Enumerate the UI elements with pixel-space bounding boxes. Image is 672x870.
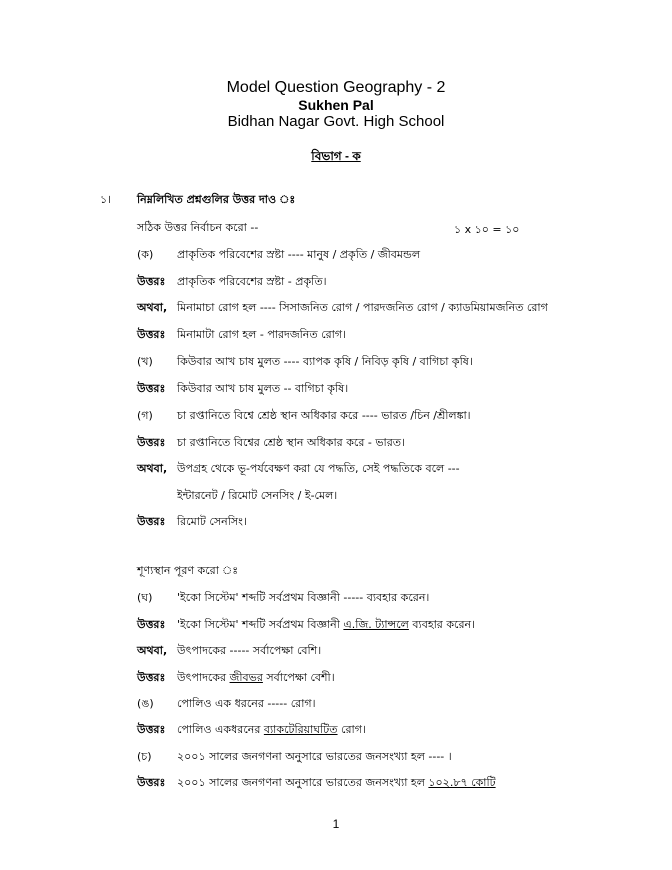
fill-instruction: শূণ্যস্থান পূরণ করো ঃ	[137, 564, 239, 577]
answer-text-pre: 'ইকো সিস্টেম' শব্দটি সর্বপ্রথম বিজ্ঞানী	[177, 618, 344, 631]
answer-text	[177, 723, 366, 737]
school-name: Bidhan Nagar Govt. High School	[227, 113, 445, 130]
item-options: ইন্টারনেট / রিমোট সেনসিং / ই-মেল।	[177, 489, 338, 502]
item-label: (খ)	[137, 355, 153, 368]
item-text: উৎপাদকের ----- সর্বাপেক্ষা বেশি।	[177, 644, 322, 657]
page-number: 1	[332, 817, 340, 831]
answer-highlight: ১০২.৮৭ কোটি	[428, 776, 496, 789]
item-text: পোলিও এক ধরনের ----- রোগ।	[177, 697, 316, 710]
or-label: অথবা,	[137, 462, 168, 475]
answer-text	[177, 618, 475, 632]
answer-text: মিনামাটা রোগ হল - পারদজনিত রোগ।	[177, 328, 346, 341]
item-label: (চ)	[137, 750, 152, 763]
item-text: 'ইকো সিস্টেম' শব্দটি সর্বপ্রথম বিজ্ঞানী ----- ব্যবহার করেন।	[177, 591, 430, 604]
item-label: (ক)	[137, 248, 154, 261]
answer-text-pre: উৎপাদকের	[177, 671, 230, 684]
author-name: Sukhen Pal	[298, 97, 374, 113]
or-label: অথবা,	[137, 644, 168, 657]
item-label: (গ)	[137, 409, 153, 422]
answer-label: উত্তরঃ	[137, 382, 166, 395]
mcq-instruction: সঠিক উত্তর নির্বাচন করো --	[137, 221, 259, 234]
answer-highlight: ব্যাকটেরিয়াঘটিত	[263, 723, 338, 736]
answer-text-post: সর্বাপেক্ষা বেশী।	[262, 671, 335, 684]
answer-highlight: এ.জি. ট্যান্সলে	[343, 618, 409, 631]
answer-text-post: ব্যবহার করেন।	[408, 618, 476, 631]
item-text: প্রাকৃতিক পরিবেশের স্রষ্টা ---- মানুষ / প্রকৃতি / জীবমন্ডল	[177, 248, 421, 261]
item-label: (ঙ)	[137, 697, 154, 710]
item-text: মিনামাচা রোগ হল ---- সিসাজনিত রোগ / পারদজনিত রোগ / ক্যাডমিয়ামজনিত রোগ	[177, 301, 548, 314]
answer-text: চা রপ্তানিতে বিশ্বের শ্রেষ্ঠ স্থান অধিকার করে - ভারত।	[177, 436, 405, 449]
section-heading: বিভাগ - ক	[311, 149, 361, 163]
answer-label: উত্তরঃ	[137, 515, 166, 528]
document-title: Model Question Geography - 2	[226, 79, 446, 96]
answer-text: কিউবার আখ চাষ মুলত -- বাগিচা কৃষি।	[177, 382, 349, 395]
answer-text	[177, 776, 496, 790]
item-text: উপগ্রহ থেকে ভূ-পর্যবেক্ষণ করা যে পদ্ধতি, সেই পদ্ধতিকে বলে ---	[177, 462, 460, 475]
answer-label: উত্তরঃ	[137, 671, 166, 684]
answer-text: প্রাকৃতিক পরিবেশের স্রষ্টা - প্রকৃতি।	[177, 275, 327, 288]
item-text: কিউবার আখ চাষ মুলত ---- ব্যাপক কৃষি / নিবিড় কৃষি / বাগিচা কৃষি।	[177, 355, 473, 368]
item-text: চা রপ্তানিতে বিশ্বে শ্রেষ্ঠ স্থান অধিকার করে ---- ভারত /চিন /শ্রীলঙ্কা।	[177, 409, 471, 422]
answer-label: উত্তরঃ	[137, 618, 166, 631]
answer-label: উত্তরঃ	[137, 723, 166, 736]
item-label: (ঘ)	[137, 591, 153, 604]
answer-highlight: জীবভর	[229, 671, 263, 684]
answer-text	[177, 671, 335, 685]
or-label: অথবা,	[137, 301, 168, 314]
answer-label: উত্তরঃ	[137, 436, 166, 449]
answer-label: উত্তরঃ	[137, 328, 166, 341]
marks-allocation: ১ x ১০ = ১০	[454, 223, 520, 236]
question-number: ১।	[100, 193, 112, 206]
answer-text-post: রোগ।	[337, 723, 366, 736]
item-text: ২০০১ সালের জনগণনা অনুসারে ভারতের জনসংখ্যা হল ---- ।	[177, 750, 452, 763]
answer-text-pre: ২০০১ সালের জনগণনা অনুসারে ভারতের জনসংখ্যা হল	[177, 776, 429, 789]
answer-text: রিমোট সেনসিং।	[177, 515, 247, 528]
answer-text-pre: পোলিও একধরনের	[177, 723, 264, 736]
answer-label: উত্তরঃ	[137, 776, 166, 789]
question-heading: নিম্নলিখিত প্রশ্নগুলির উত্তর দাও ঃ	[137, 193, 296, 206]
answer-label: উত্তরঃ	[137, 275, 166, 288]
